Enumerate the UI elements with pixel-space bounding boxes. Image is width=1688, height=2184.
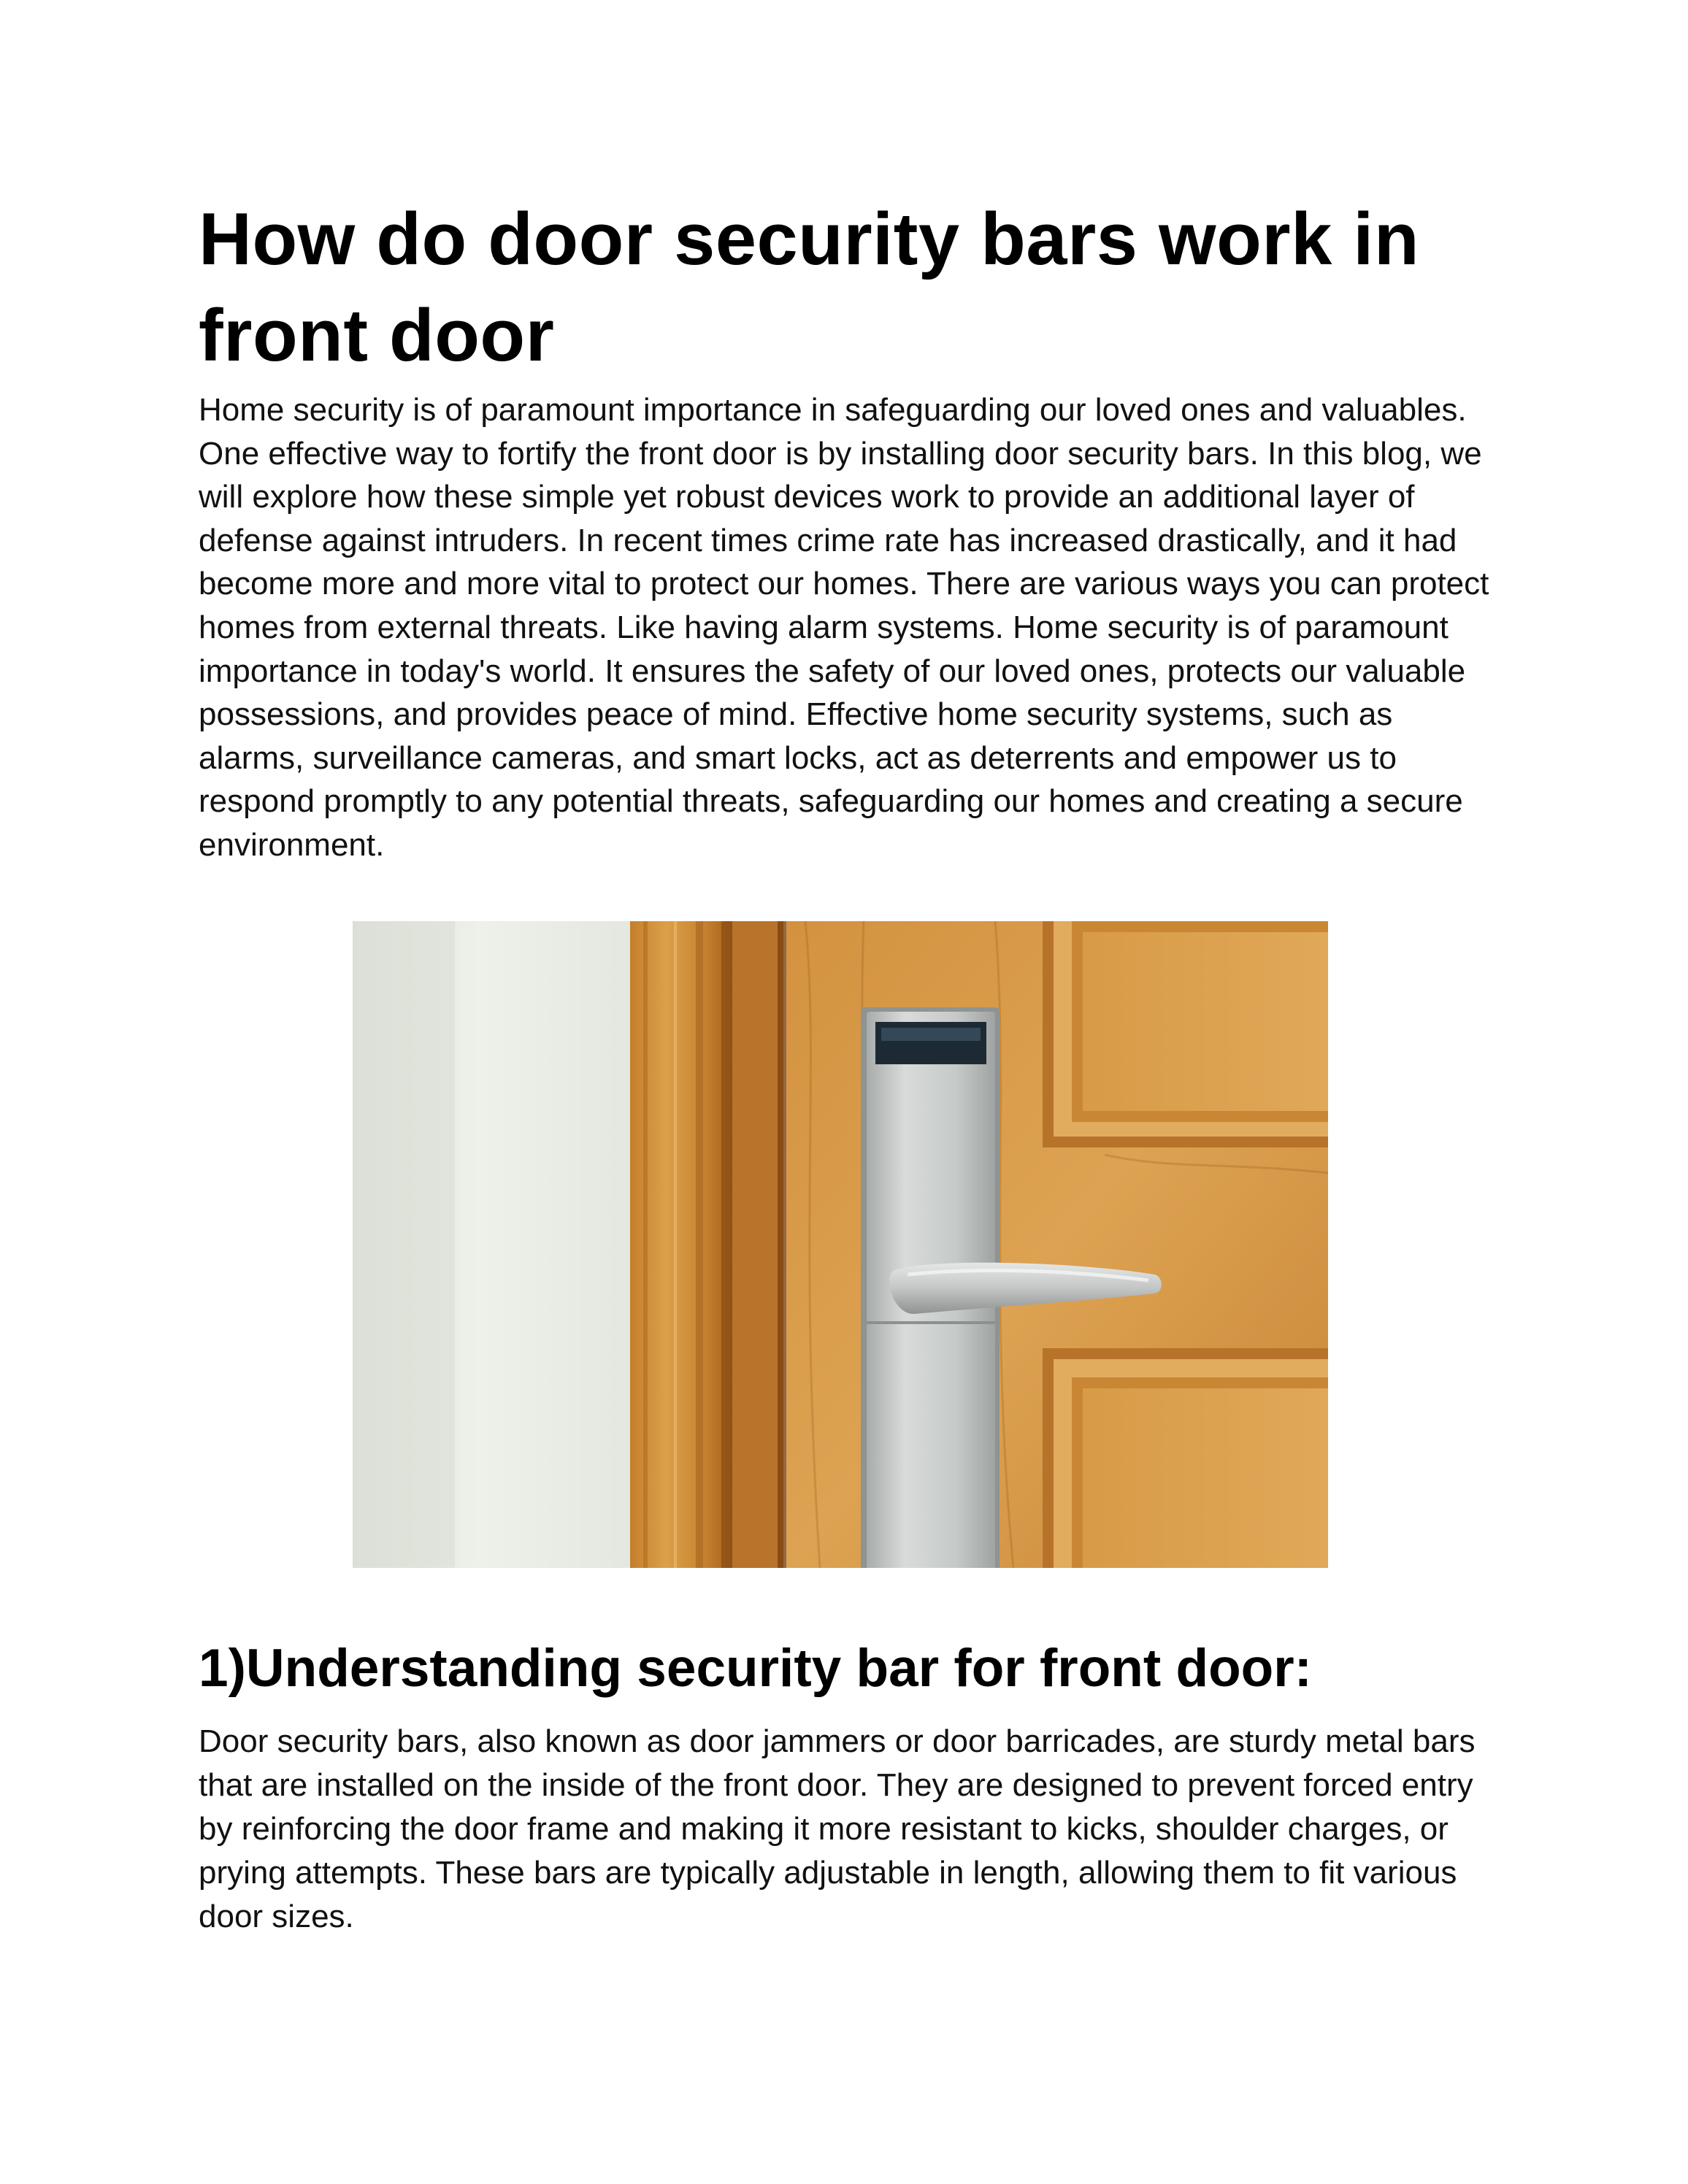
door-lock-photo [353, 921, 1328, 1568]
door-lock-illustration [353, 921, 1328, 1568]
upper-door-panel [1043, 921, 1328, 1147]
intro-paragraph: Home security is of paramount importance in safeguarding our loved ones and valuables. One effective way to fortify the front door is by installing door security bars. In this blog, we will explore how these simple yet robust devices work to provide an additional layer of defense against intruders. In recent times crime rate has increased drastically, and it had become more and more vital to protect our homes. There are various ways you can protect homes from external threats. Like having alarm systems. Home security is of paramount importance in today's world. It ensures the safety of our loved ones, protects our valuable possessions, and provides peace of mind. Effective home security systems, such as alarms, surveillance cameras, and smart locks, act as deterrents and empower us to respond promptly to any potential threats, safeguarding our homes and creating a secure environment. [199, 392, 1489, 863]
section-heading: 1)Understanding security bar for front door: [199, 1639, 1312, 1698]
section-paragraph: Door security bars, also known as door jammers or door barricades, are sturdy metal bars that are installed on the inside of the front door. They are designed to prevent forced entry by reinforcing the door frame and making it more resistant to kicks, shoulder charges, or prying attempts. These bars are typically adjustable in length, allowing them to fit various door sizes. [199, 1723, 1476, 1934]
lower-door-panel [1043, 1348, 1328, 1568]
article-title: How do door security bars work in front door [199, 199, 1420, 377]
article-body [199, 191, 1498, 867]
door-stop [732, 921, 783, 1568]
section-understanding [199, 1634, 1498, 1939]
